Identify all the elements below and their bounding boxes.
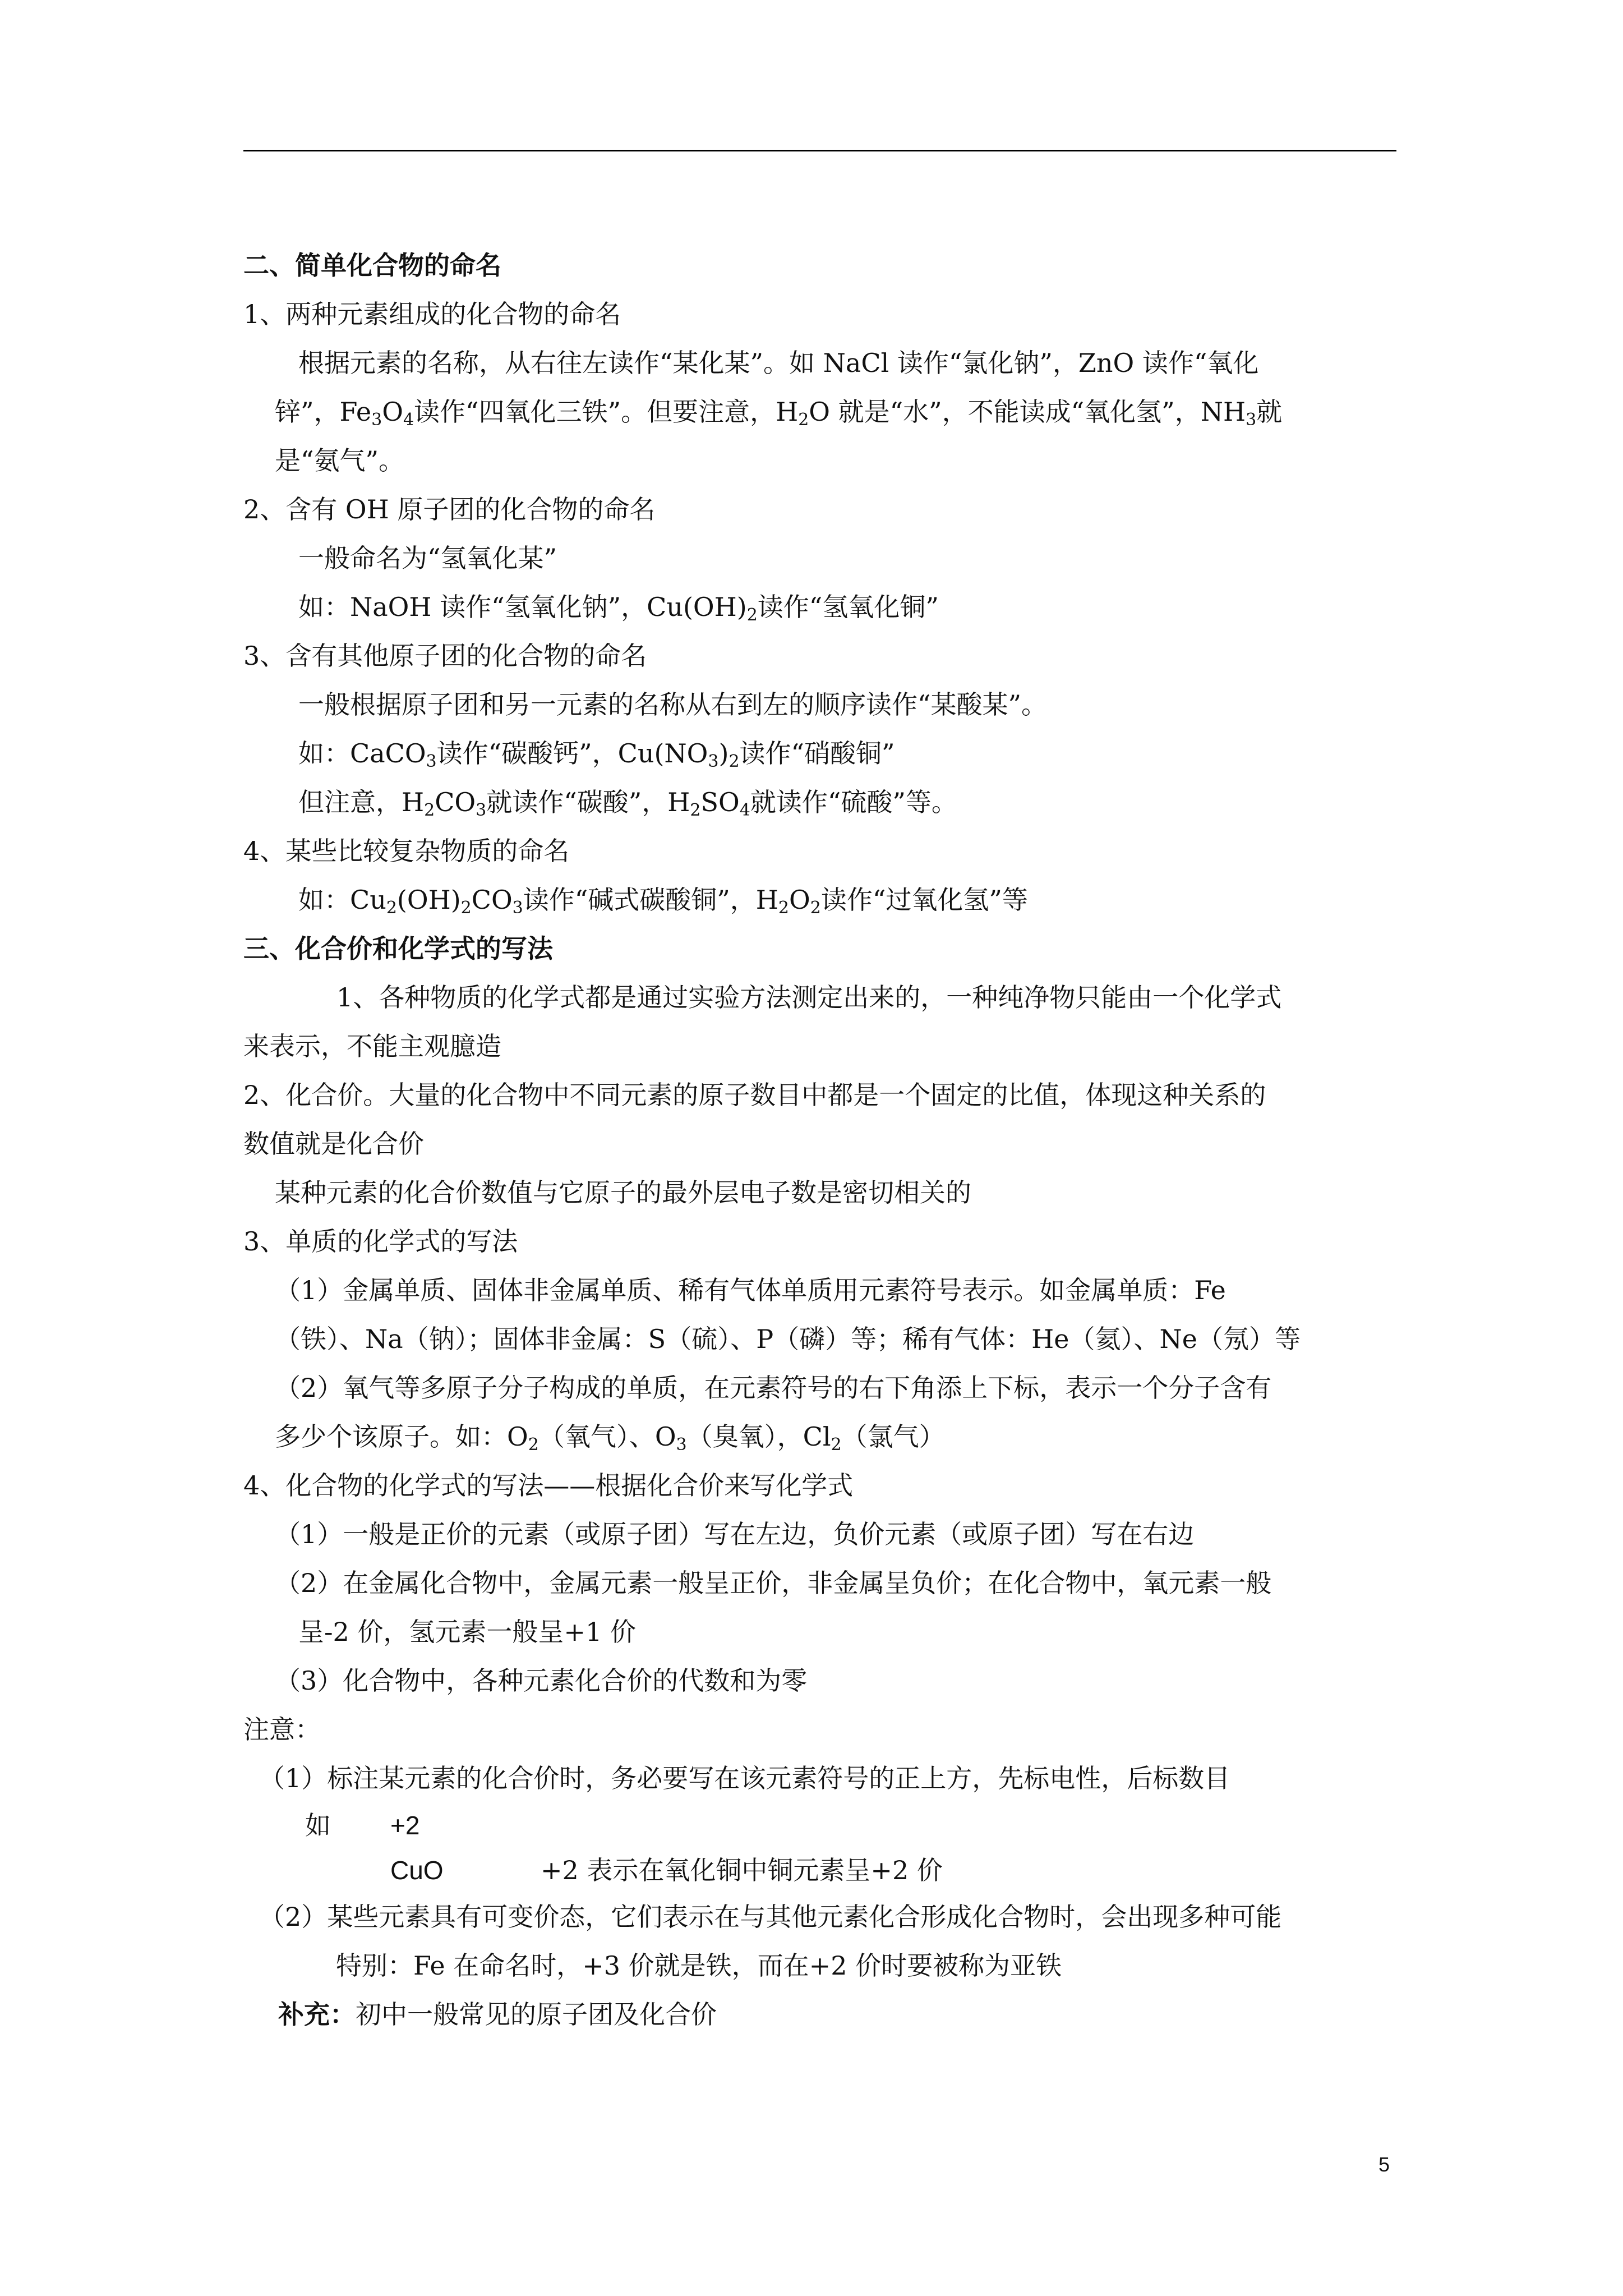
paragraph-line: （1）金属单质、固体非金属单质、稀有气体单质用元素符号表示。如金属单质：Fe: [275, 1275, 1226, 1305]
paragraph-line: 特别：Fe 在命名时，+3 价就是铁，而在+2 价时要被称为亚铁: [336, 1950, 1062, 1981]
subheading-2-2: 2、含有 OH 原子团的化合物的命名: [243, 494, 656, 524]
paragraph-line: 锌”，$Fe_3O_4$读作“四氧化三铁”。但要注意，$H_2O$ 就是“水”，不能读成“氧化氢”，$NH_3$就: [275, 397, 1283, 430]
supplement-label: 补充：: [278, 1999, 356, 2030]
header-rule: [243, 150, 1396, 151]
paragraph-line: 1、各种物质的化学式都是通过实验方法测定出来的，一种纯净物只能由一个化学式: [336, 982, 1282, 1013]
paragraph-line: （1）标注某元素的化合价时，务必要写在该元素符号的正上方，先标电性，后标数目: [259, 1763, 1230, 1793]
paragraph-line: 来表示，不能主观臆造: [243, 1031, 501, 1061]
paragraph-line: 某种元素的化合价数值与它原子的最外层电子数是密切相关的: [275, 1177, 971, 1208]
paragraph-line: 但注意，$H_2CO_3$就读作“碳酸”，$H_2SO_4$就读作“硫酸”等。: [298, 787, 957, 820]
page-number: 5: [1378, 2153, 1390, 2176]
valence-example-bottom: [243, 1848, 1399, 1893]
valence-example-top: [243, 1803, 1399, 1848]
paragraph-line: （2）在金属化合物中，金属元素一般呈正价，非金属呈负价；在化合物中，氧元素一般: [275, 1568, 1272, 1598]
subheading-2-1: 1、两种元素组成的化合物的命名: [243, 299, 621, 329]
section-heading-3: 三、化合价和化学式的写法: [243, 933, 553, 964]
paragraph-line: 如：CaCO$_3$读作“碳酸钙”，$Cu(NO_3)_2$读作“硝酸铜”: [298, 738, 895, 771]
note-heading: 注意：: [243, 1714, 321, 1745]
paragraph-line: （铁）、Na（钠）；固体非金属：S（硫）、P（磷）等；稀有气体：He（氦）、Ne（氖）等: [275, 1324, 1301, 1354]
valence-mark: +2: [390, 1811, 420, 1840]
paragraph-line: 多少个该原子。如：$O_2$（氧气）、$O_3$（臭氧），$Cl_2$（氯气）: [275, 1421, 945, 1455]
paragraph-line: 一般命名为“氢氧化某”: [298, 543, 557, 573]
example-formula: CuO: [390, 1856, 444, 1885]
paragraph-line: （2）氧气等多原子分子构成的单质，在元素符号的右下角添上下标，表示一个分子含有: [275, 1373, 1272, 1403]
paragraph-line: 如：NaOH 读作“氢氧化钠”，$Cu(OH)_2$读作“氢氧化铜”: [298, 592, 939, 625]
paragraph-line: 呈-2 价，氢元素一般呈+1 价: [298, 1617, 636, 1647]
example-description: +2 表示在氧化铜中铜元素呈+2 价: [541, 1855, 943, 1885]
supplement-text: 初中一般常见的原子团及化合价: [356, 1999, 717, 2030]
section-heading-2: 二、简单化合物的命名: [243, 250, 501, 280]
paragraph-line: （3）化合物中，各种元素化合价的代数和为零: [275, 1665, 808, 1696]
document-body: [243, 241, 1399, 2039]
paragraph-line: （1）一般是正价的元素（或原子团）写在左边，负价元素（或原子团）写在右边: [275, 1519, 1195, 1549]
paragraph-line: 根据元素的名称，从右往左读作“某化某”。如 NaCl 读作“氯化钠”，ZnO 读作“氧化: [298, 348, 1259, 378]
paragraph-line: （2）某些元素具有可变价态，它们表示在与其他元素化合形成化合物时，会出现多种可能: [259, 1902, 1282, 1932]
paragraph-line: 一般根据原子团和另一元素的名称从右到左的顺序读作“某酸某”。: [298, 689, 1048, 720]
paragraph-line: 数值就是化合价: [243, 1129, 424, 1159]
paragraph-line: 2、化合价。大量的化合物中不同元素的原子数目中都是一个固定的比值，体现这种关系的: [243, 1080, 1266, 1110]
subheading-3-3: 3、单质的化学式的写法: [243, 1226, 518, 1257]
example-label: 如: [305, 1810, 331, 1841]
paragraph-line: 是“氨气”。: [275, 445, 405, 476]
supplement-line: [243, 1990, 1399, 2039]
subheading-3-4: 4、化合物的化学式的写法——根据化合价来写化学式: [243, 1470, 854, 1501]
subheading-2-4: 4、某些比较复杂物质的命名: [243, 836, 570, 866]
paragraph-line: 如：$Cu_2(OH)_2CO_3$读作“碱式碳酸铜”，$H_2O_2$读作“过氧化氢”等: [298, 885, 1028, 918]
subheading-2-3: 3、含有其他原子团的化合物的命名: [243, 641, 647, 671]
